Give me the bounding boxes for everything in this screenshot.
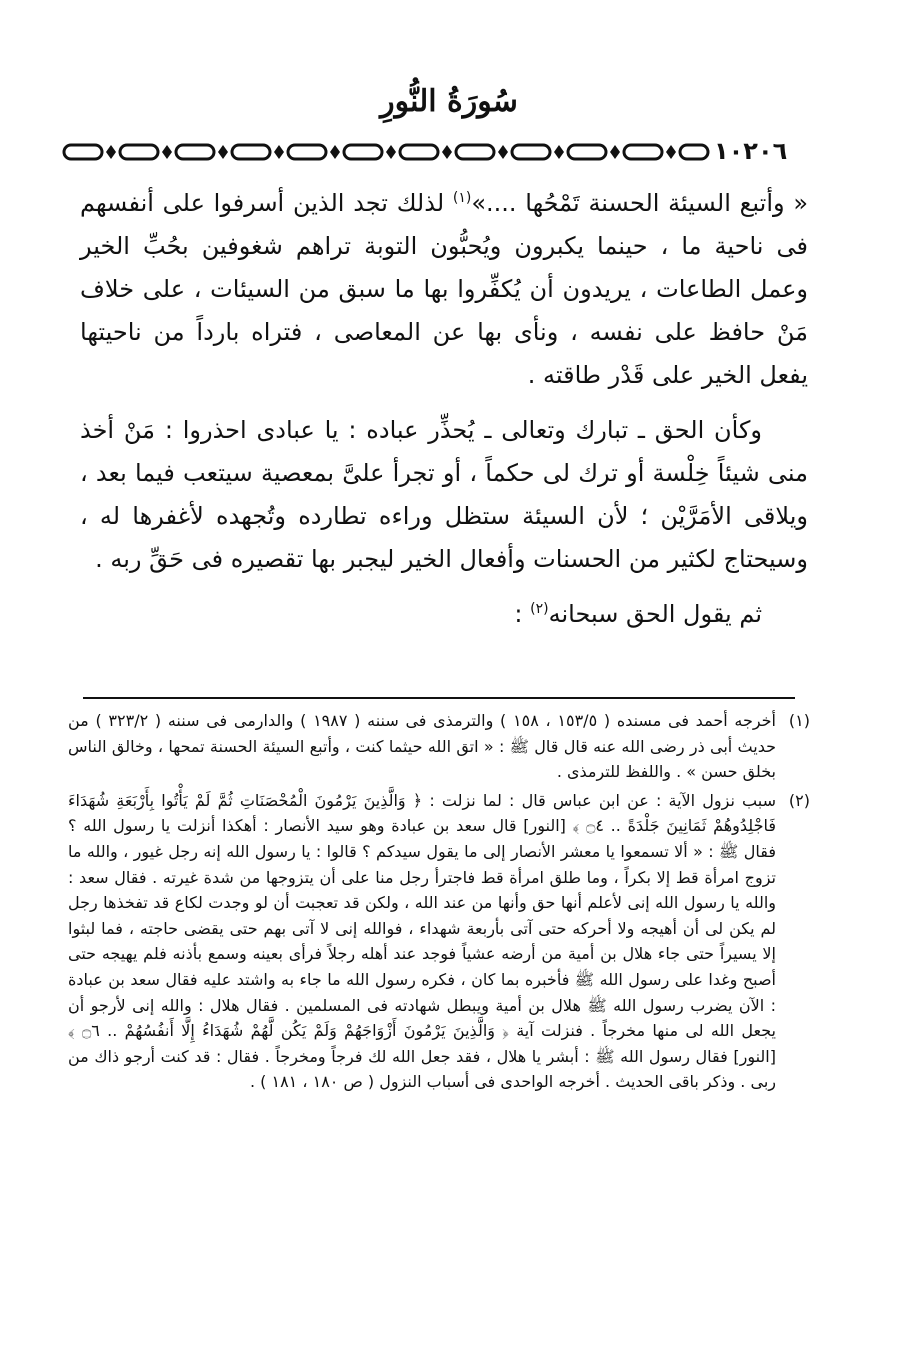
footnote-2 — [68, 788, 810, 1095]
footnote-divider — [83, 697, 795, 699]
chain-ornament-icon — [62, 138, 710, 166]
paragraph-1-lead: « وأتبع السيئة الحسنة تَمْحُها ....» — [471, 189, 809, 217]
footnote-ref-1: (١) — [452, 190, 472, 206]
footnote-text: أخرجه أحمد فى مسنده ( ١٥٣/٥ ، ١٥٨ ) والترمذى فى سننه ( ١٩٨٧ ) والدارمى فى سننه ( ٣٢٣/٢ ) من حديث أبى ذر رضى الله عنه قال قال ﷺ : « اتق الله حيثما كنت ، وأتبع السيئة الحسنة تمحها ، وخالق الناس بخلق حسن » . واللفظ للترمذى . — [68, 711, 776, 782]
header-ornament-row — [62, 138, 834, 166]
footnote-ref-2: (٢) — [530, 601, 549, 617]
paragraph-3-lead: ثم يقول الحق سبحانه — [548, 600, 762, 628]
page-number: ١٠٢٠٦ — [714, 137, 788, 165]
paragraph-3 — [80, 593, 808, 636]
footnote-number: (٢) — [788, 790, 810, 810]
footnote-1 — [68, 708, 810, 785]
paragraph-1 — [80, 182, 808, 397]
surah-title: سُورَةُ النُّورِ — [380, 84, 518, 119]
footnotes — [68, 708, 810, 1098]
footnote-text: سبب نزول الآية : عن ابن عباس قال : لما نزلت : ﴿ وَالَّذِينَ يَرْمُونَ الْمُحْصَنَاتِ ثُمَّ لَمْ يَأْتُوا بِأَرْبَعَةِ شُهَدَاءَ فَاجْلِدُوهُمْ ثَمَانِينَ جَلْدَةً .. ۝٤ ﴾ [النور] قال سعد بن عبادة وهو سيد الأنصار : أهكذا أنزلت يا رسول الله ؟ فقال ﷺ : « ألا تسمعوا يا معشر الأنصار إلى ما يقول سيدكم ؟ قالوا : يا رسول الله إنه رجل غيور ، والله ما تزوج امرأة قط إلا بكراً ، وما طلق امرأة قط فاجترأ رجل منا على أن يتزوجها من شدة غيرته . فقال سعد : والله يا رسول الله إنى لأعلم أنها حق وأنها من عند الله ، ولكن قد تعجبت أن لو وجدت لكاع قد تفخذها رجل لم يكن لى أن أهيجه ولا أحركه حتى آتى بأربعة شهداء ، فوالله إنى لا آتى بهم حتى يقضى حاجته ، فما لبثوا إلا يسيراً حتى جاء هلال بن أمية من أرضه عشياً فوجد عند أهله رجلاً فرأى بعينه وسمع بأذنه فلم يهيجه حتى أصبح وغدا على رسول الله ﷺ فأخبره بما كان ، فكره رسول الله ما جاء به واشتد عليه فقال سعد بن عبادة : الآن يضرب رسول الله ﷺ هلال بن أمية ويبطل شهادته فى المسلمين . فقال هلال : والله إنى لأرجو أن يجعل الله لى منها مخرجاً . فنزلت آية ﴿ وَالَّذِينَ يَرْمُونَ أَزْوَاجَهُمْ وَلَمْ يَكُن لَّهُمْ شُهَدَاءُ إِلَّا أَنفُسُهُمْ .. ۝٦ ﴾ [النور] فقال رسول الله ﷺ : أبشر يا هلال ، فقد جعل الله لك فرجاً ومخرجاً . فقال : قد كنت أرجو ذاك من ربى . وذكر باقى الحديث . أخرجه الواحدى فى أسباب النزول ( ص ١٨٠ ، ١٨١ ) . — [68, 790, 776, 1092]
paragraph-3-tail: : — [514, 600, 531, 628]
footnote-number: (١) — [788, 711, 810, 730]
paragraph-2: وكأن الحق ـ تبارك وتعالى ـ يُحذِّر عباده : يا عبادى احذروا : مَنْ أخذ منى شيئاً خِلْسة أو ترك لى حكماً ، أو تجرأ علىَّ بمعصية سيتعب فيما بعد ، ويلاقى الأمَرَّيْن ؛ لأن السيئة ستظل وراءه تطارده وتُجهده لأغفرها له ، وسيحتاج لكثير من الحسنات وأفعال الخير ليجبر بها تقصيره فى حَقِّ ربه . — [80, 416, 808, 573]
paragraph-1-body: لذلك تجد الذين أسرفوا على أنفسهم فى ناحية ما ، حينما يكبرون ويُحبُّون التوبة تراهم شغوفين بحُبِّ الخير وعمل الطاعات ، يريدون أن يُكفِّروا بها ما سبق من السيئات ، على خلاف مَنْ حافظ على نفسه ، ونأى بها عن المعاصى ، فتراه بارداً من ناحيتها يفعل الخير على قَدْر طاقته . — [80, 189, 808, 389]
main-text — [80, 182, 808, 636]
